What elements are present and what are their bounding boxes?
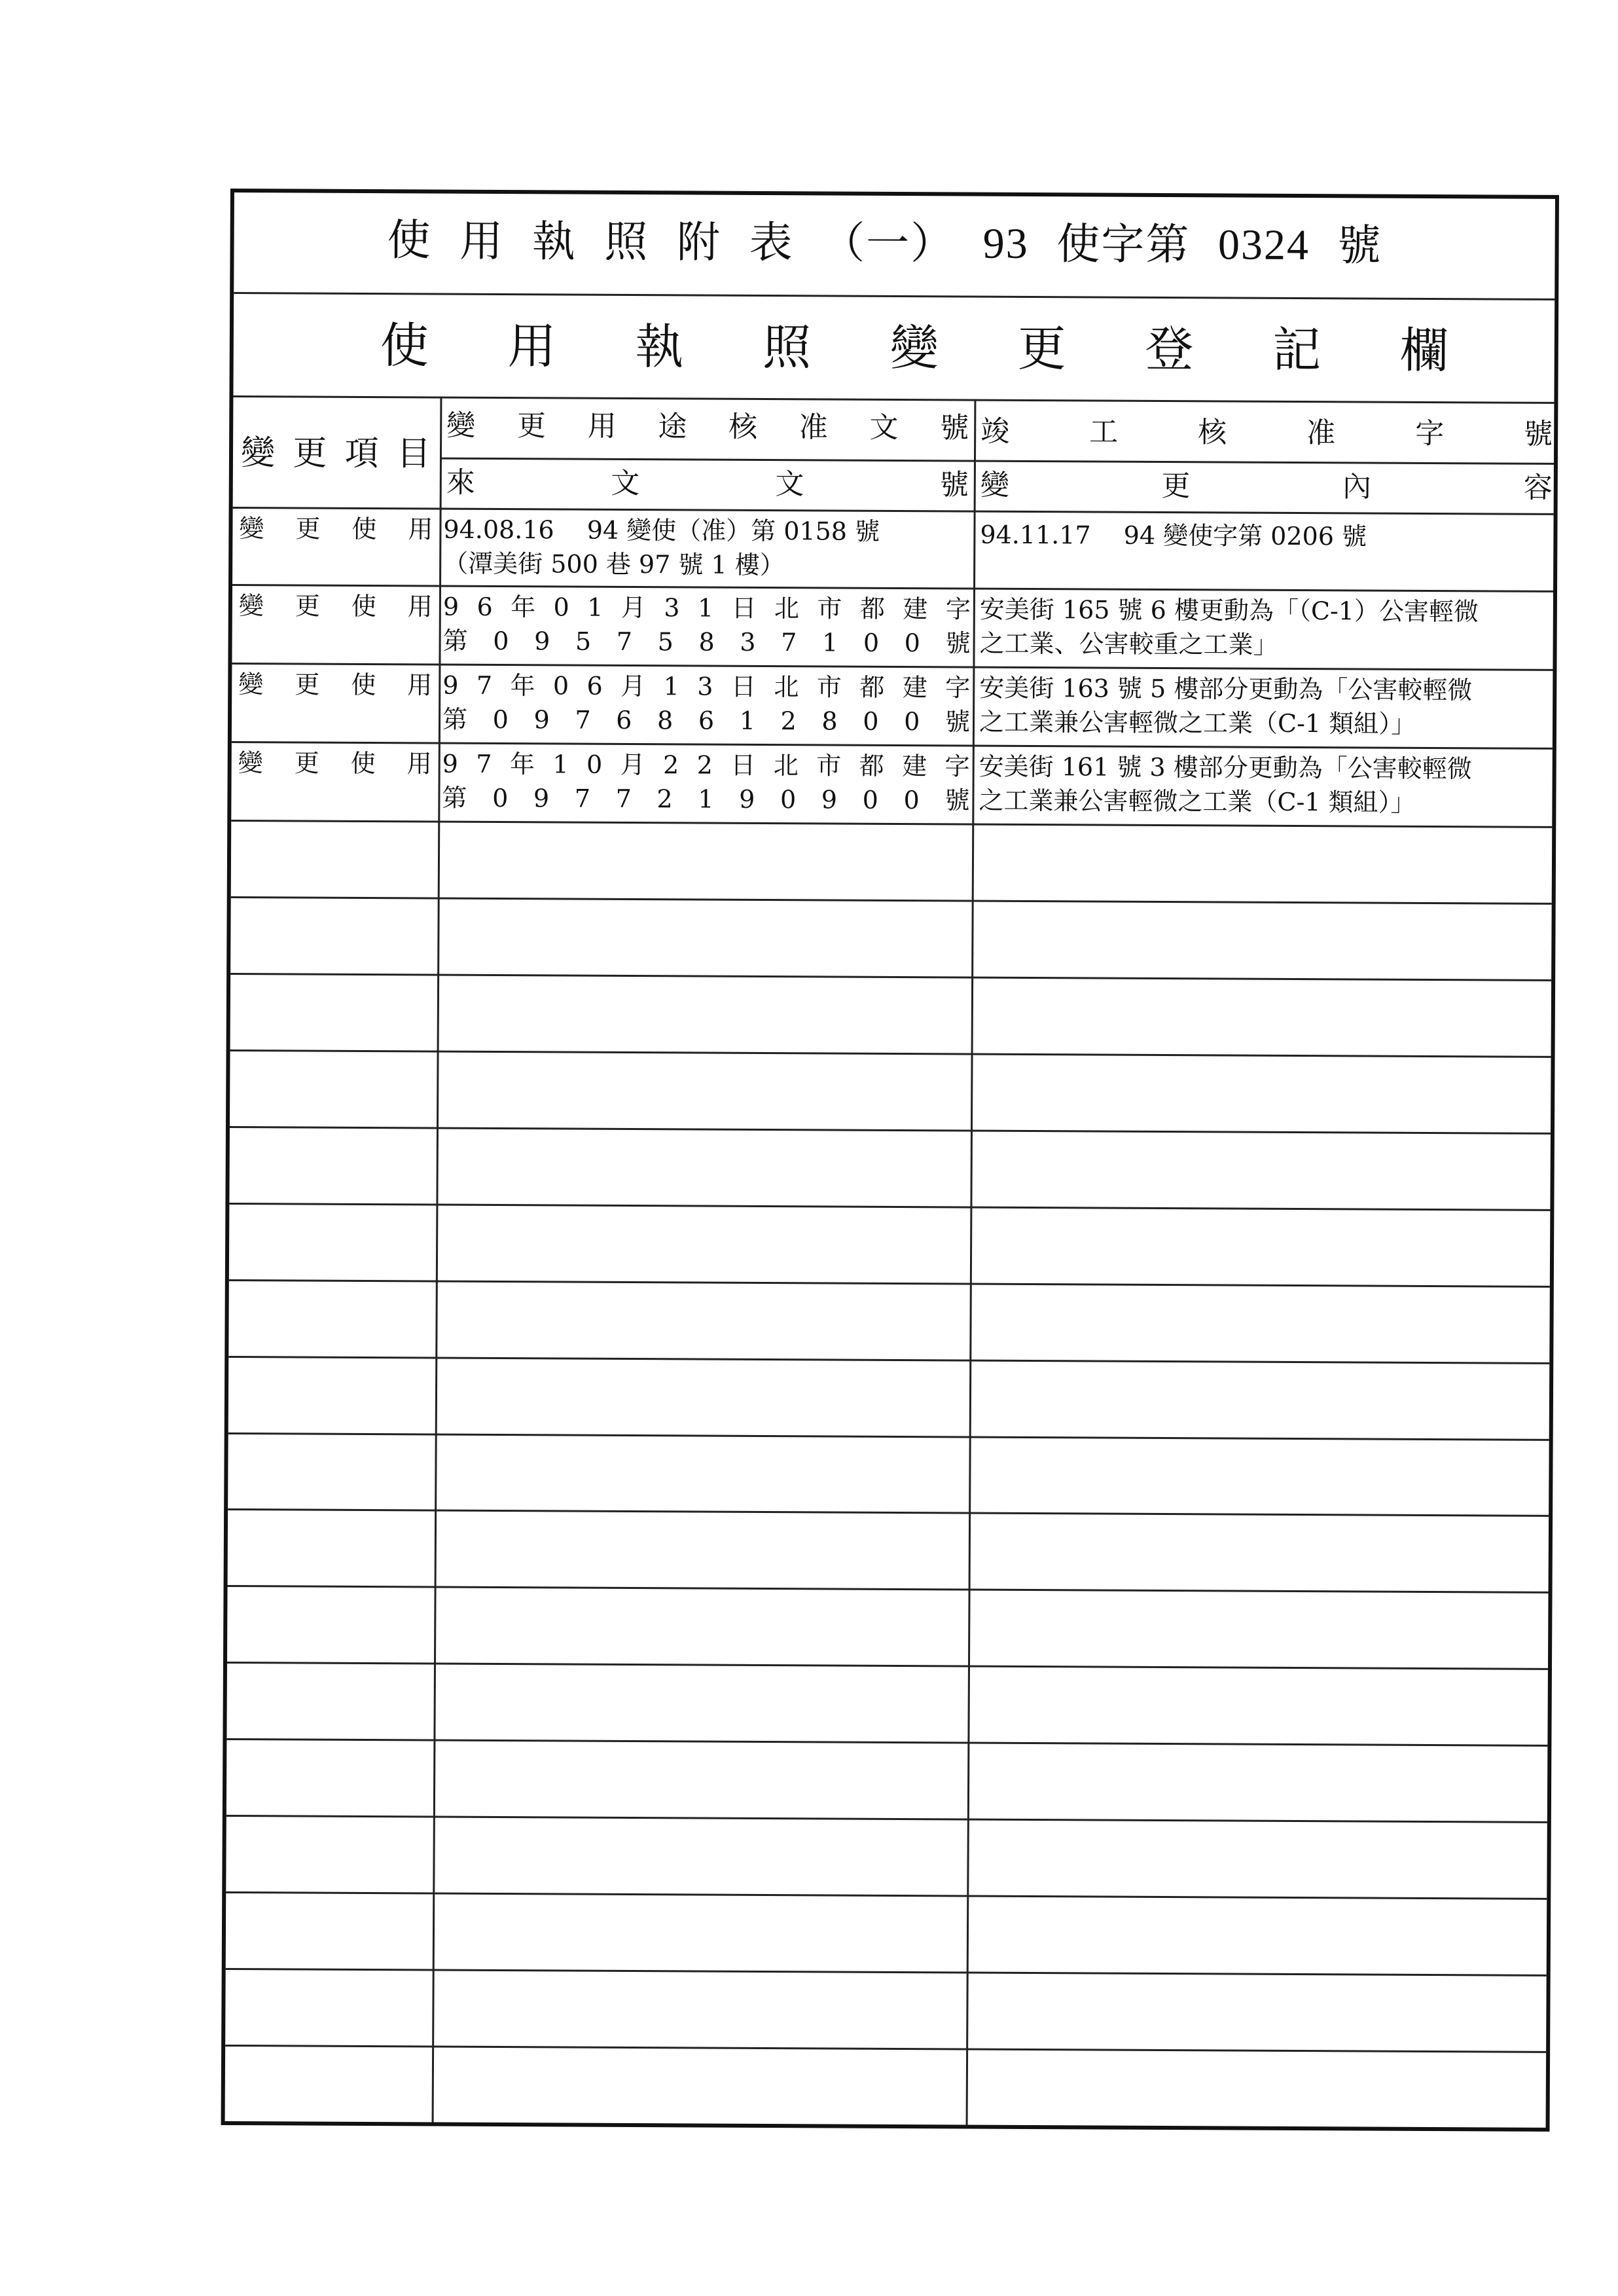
header-incoming-doc-number (446, 465, 969, 502)
subtitle-char: 記 (1272, 321, 1321, 379)
empty-row-divider (227, 1662, 1548, 1670)
row4-change-item (238, 750, 432, 776)
header-char: 文 (775, 467, 804, 501)
subtitle-char: 變 (890, 319, 939, 377)
row2-divider (232, 663, 1553, 671)
row2-content-line1: 安美街 165 號 6 樓更動為「（C-1）公害輕微 (979, 594, 1479, 627)
row3-content-line2: 之工業兼公害輕微之工業（C-1 類組）」 (979, 707, 1416, 738)
header-char: 文 (611, 466, 640, 501)
header-char: 目 (396, 434, 431, 474)
row3-approval-doc-line1: 9 7 年 0 6 月 1 3 日 北 市 都 建 字 (442, 670, 971, 702)
header-approval-doc-number (446, 409, 969, 445)
header-char: 項 (344, 433, 379, 474)
row3-divider (232, 741, 1553, 750)
row3-change-item (238, 670, 433, 700)
row3-content-line1: 安美街 163 號 5 樓部分更動為「公害較輕微 (979, 673, 1473, 705)
item-char: 變 (238, 670, 264, 699)
empty-row-divider (229, 1279, 1550, 1288)
title-char: 0324 (1217, 221, 1310, 270)
header-mid-divider (440, 458, 1554, 465)
title-char: 照 (604, 216, 649, 268)
header-char: 核 (1198, 416, 1227, 450)
item-char: 更 (295, 591, 320, 621)
subtitle-char: 使 (380, 318, 429, 374)
row1-approval-doc-line2: （潭美街 500 巷 97 號 1 樓） (443, 549, 785, 580)
column-divider-1 (432, 397, 442, 2123)
header-char: 竣 (980, 414, 1010, 448)
row2-approval-doc-line1: 9 6 年 0 1 月 3 1 日 北 市 都 建 字 (442, 592, 971, 624)
header-char: 更 (1161, 469, 1191, 503)
header-change-content (980, 468, 1553, 505)
item-char: 更 (295, 670, 320, 699)
header-char: 容 (1523, 471, 1553, 505)
item-char: 變 (238, 591, 264, 621)
item-char: 使 (351, 670, 376, 700)
registration-form-table (221, 189, 1559, 2132)
empty-row-divider (229, 1203, 1550, 1211)
subtitle-char: 登 (1145, 321, 1194, 378)
title-char: 執 (531, 216, 577, 267)
empty-row-divider (226, 1738, 1547, 1747)
title-char: 表 (749, 217, 794, 268)
row2-change-item (239, 593, 433, 619)
header-completion-approval-number (980, 414, 1553, 451)
row4-approval-doc-line2: 第 0 9 7 7 2 1 9 0 9 0 0 號 (442, 783, 970, 815)
row2-approval-doc-line2: 第 0 9 5 7 5 8 3 7 1 0 0 號 (442, 626, 971, 658)
item-char: 使 (351, 514, 377, 544)
row3-approval-doc-line2: 第 0 9 7 6 8 6 1 2 8 0 0 號 (442, 704, 971, 737)
subtitle-char: 用 (507, 318, 556, 375)
title-char: 93 (982, 219, 1029, 268)
title-char: 用 (459, 215, 505, 267)
title-char: 號 (1337, 220, 1382, 271)
header-char: 內 (1342, 470, 1372, 504)
title-char: 使 (387, 217, 432, 265)
row1-divider (232, 584, 1553, 592)
subtitle-char: 更 (1017, 320, 1066, 378)
row4-divider (231, 820, 1552, 828)
empty-row-divider (230, 1049, 1551, 1058)
row1-approval-doc-line1: 94.08.16 94 變使（准）第 0158 號 (443, 515, 880, 546)
subtitle-char: 欄 (1399, 322, 1449, 380)
header-char: 准 (1306, 416, 1336, 450)
title-divider (234, 292, 1555, 301)
item-char: 用 (407, 670, 433, 700)
empty-row-divider (230, 973, 1551, 981)
header-char: 更 (293, 433, 327, 473)
header-char: 工 (1089, 415, 1119, 449)
title-char: 附 (676, 217, 722, 268)
item-char: 更 (295, 514, 321, 543)
header-bottom-divider (233, 507, 1554, 515)
item-char: 用 (407, 592, 433, 621)
subtitle-char: 照 (762, 319, 812, 376)
header-char: 號 (939, 468, 969, 502)
empty-row-divider (228, 1432, 1549, 1441)
section-title (380, 318, 1449, 380)
row1-content-line1: 94.11.17 94 變使字第 0206 號 (980, 520, 1367, 551)
empty-row-divider (228, 1585, 1549, 1594)
page-title (387, 215, 1382, 271)
header-char: 核 (728, 410, 758, 444)
header-char: 文 (869, 410, 899, 445)
header-char: 更 (516, 409, 547, 443)
empty-row-divider (225, 2045, 1546, 2053)
item-char: 使 (351, 591, 376, 621)
empty-row-divider (226, 1968, 1547, 1977)
row4-content-line2: 之工業兼公害輕微之工業（C-1 類組）」 (979, 786, 1416, 817)
title-char: （一） (821, 217, 956, 269)
empty-row-divider (230, 1126, 1551, 1135)
header-char: 來 (446, 465, 475, 500)
header-char: 號 (1524, 417, 1553, 451)
row4-approval-doc-line1: 9 7 年 1 0 月 2 2 日 北 市 都 建 字 (442, 749, 970, 781)
item-char: 使 (350, 748, 376, 778)
header-char: 號 (940, 411, 969, 445)
empty-row-divider (231, 896, 1552, 905)
item-char: 變 (238, 748, 263, 778)
item-char: 更 (294, 748, 319, 778)
row2-content-line2: 之工業、公害較重之工業」 (979, 629, 1278, 659)
empty-row-divider (228, 1356, 1549, 1364)
column-divider-2 (966, 399, 977, 2125)
row1-change-item (239, 514, 433, 544)
item-char: 用 (408, 515, 433, 544)
empty-row-divider (226, 1815, 1547, 1823)
header-char: 途 (658, 410, 687, 444)
header-char: 准 (799, 410, 828, 445)
header-char: 用 (587, 409, 617, 443)
header-change-item (240, 433, 431, 474)
header-char: 變 (980, 468, 1009, 502)
header-char: 變 (446, 409, 476, 443)
empty-row-divider (226, 1891, 1547, 1900)
title-char: 使字第 (1056, 219, 1191, 270)
empty-row-divider (228, 1508, 1549, 1517)
row4-content-line1: 安美街 161 號 3 樓部分更動為「公害較輕微 (979, 752, 1472, 784)
item-char: 變 (239, 514, 264, 543)
item-char: 用 (406, 749, 432, 778)
subtitle-char: 執 (635, 319, 684, 376)
header-char: 變 (240, 433, 276, 473)
header-char: 字 (1415, 416, 1445, 451)
subtitle-divider (233, 395, 1554, 404)
